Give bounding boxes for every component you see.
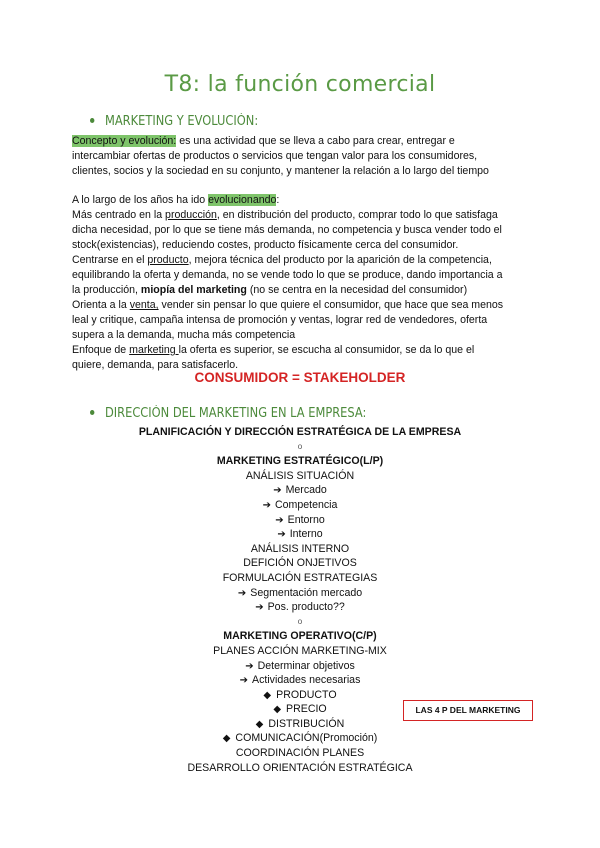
arrow-icon: ➔ bbox=[273, 485, 282, 497]
concept-label: Concepto y evolución: bbox=[72, 135, 177, 147]
marketing-estrategico: MARKETING ESTRATÉGICO(L/P) bbox=[216, 455, 384, 468]
marketing-operativo: MARKETING OPERATIVO(C/P) bbox=[223, 630, 377, 643]
separator: o bbox=[297, 441, 303, 451]
evolution-highlight: evolucionando bbox=[208, 194, 277, 206]
bullet-icon bbox=[90, 118, 94, 123]
arrow-icon: ➔ bbox=[237, 587, 247, 599]
arrow-icon: ➔ bbox=[277, 529, 286, 541]
arrow-icon: ➔ bbox=[239, 675, 249, 687]
arrow-icon: ➔ bbox=[255, 602, 264, 614]
diamond-icon: ◆ bbox=[222, 733, 231, 745]
section-heading-marketing-evolucion: MARKETING Y EVOLUCIÓN: bbox=[90, 114, 258, 129]
arrow-icon: ➔ bbox=[275, 514, 284, 526]
page-title: T8: la función comercial bbox=[164, 72, 436, 97]
four-p-box: LAS 4 P DEL MARKETING bbox=[403, 700, 533, 721]
diamond-icon: ◆ bbox=[255, 718, 264, 730]
concept-paragraph: Concepto y evolución: es una actividad que se lleva a cabo para crear, entregar e intercambiar ofertas de productos o servicios que tengan valor para los consumidores, clientes, socios y la sociedad en su conjunto, y mantener la relación a lo largo del tiempo bbox=[72, 135, 489, 177]
bullet-icon bbox=[90, 410, 94, 415]
diamond-icon: ◆ bbox=[263, 689, 272, 701]
section-heading-direccion: DIRECCIÓN DEL MARKETING EN LA EMPRESA: bbox=[90, 406, 366, 421]
arrow-icon: ➔ bbox=[262, 499, 271, 511]
diamond-icon: ◆ bbox=[273, 704, 282, 716]
separator: o bbox=[297, 616, 303, 626]
stakeholder-statement: CONSUMIDOR = STAKEHOLDER bbox=[194, 370, 406, 385]
arrow-icon: ➔ bbox=[245, 660, 254, 672]
evolution-paragraph: A lo largo de los años ha ido evolucionando: Más centrado en la producción, en distribución del producto, comprar todo lo que satisfaga dicha necesidad, por lo que se tiene más demanda, no competencia y busca vender todo el stock(existencias), reduciendo costes, producto físicamente cerca del consumidor. Centrarse en el producto, mejora técnica del producto por la aparición de la competencia, equilibrando la oferta y demanda, no se vende todo lo que se produce, dando importancia a la producción, miopía del marketing (no se centra en la necesidad del consumidor) Orienta a la venta, vender sin pensar lo que quiere el consumidor, que hace que sea menos leal y critique, campaña intensa de promoción y ventas, lograr red de vendedores, oferta supera a la demanda, mucha más competencia Enfoque de marketing la oferta es superior, se escucha al consumidor, se da lo que el quiere, demanda, para satisfacerlo. bbox=[72, 194, 504, 371]
strategy-outline: PLANIFICACIÓN Y DIRECCIÓN ESTRATÉGICA DE LA EMPRESA o MARKETING ESTRATÉGICO(L/P) ANÁLISIS SITUACIÓN ➔ Mercado ➔ Competencia ➔ Entorno ➔ Interno ANÁLISIS INTERNO DEFICIÓN ONJETIVOS FORMULACIÓN ESTRATEGIAS ➔ Segmentación mercado ➔ Pos. producto?? o MARKETING OPERATIVO(C/P) PLANES ACCIÓN MARKETING-MIX ➔ Determinar objetivos ➔ Actividades necesarias ◆ PRODUCTO ◆ PRECIO ◆ DISTRIBUCIÓN ◆ COMUNICACIÓN(Promoción) COORDINACIÓN PLANES DESARROLLO ORIENTACIÓN ESTRATÉGICA bbox=[0, 425, 600, 775]
plan-title: PLANIFICACIÓN Y DIRECCIÓN ESTRATÉGICA DE LA EMPRESA bbox=[138, 426, 462, 438]
